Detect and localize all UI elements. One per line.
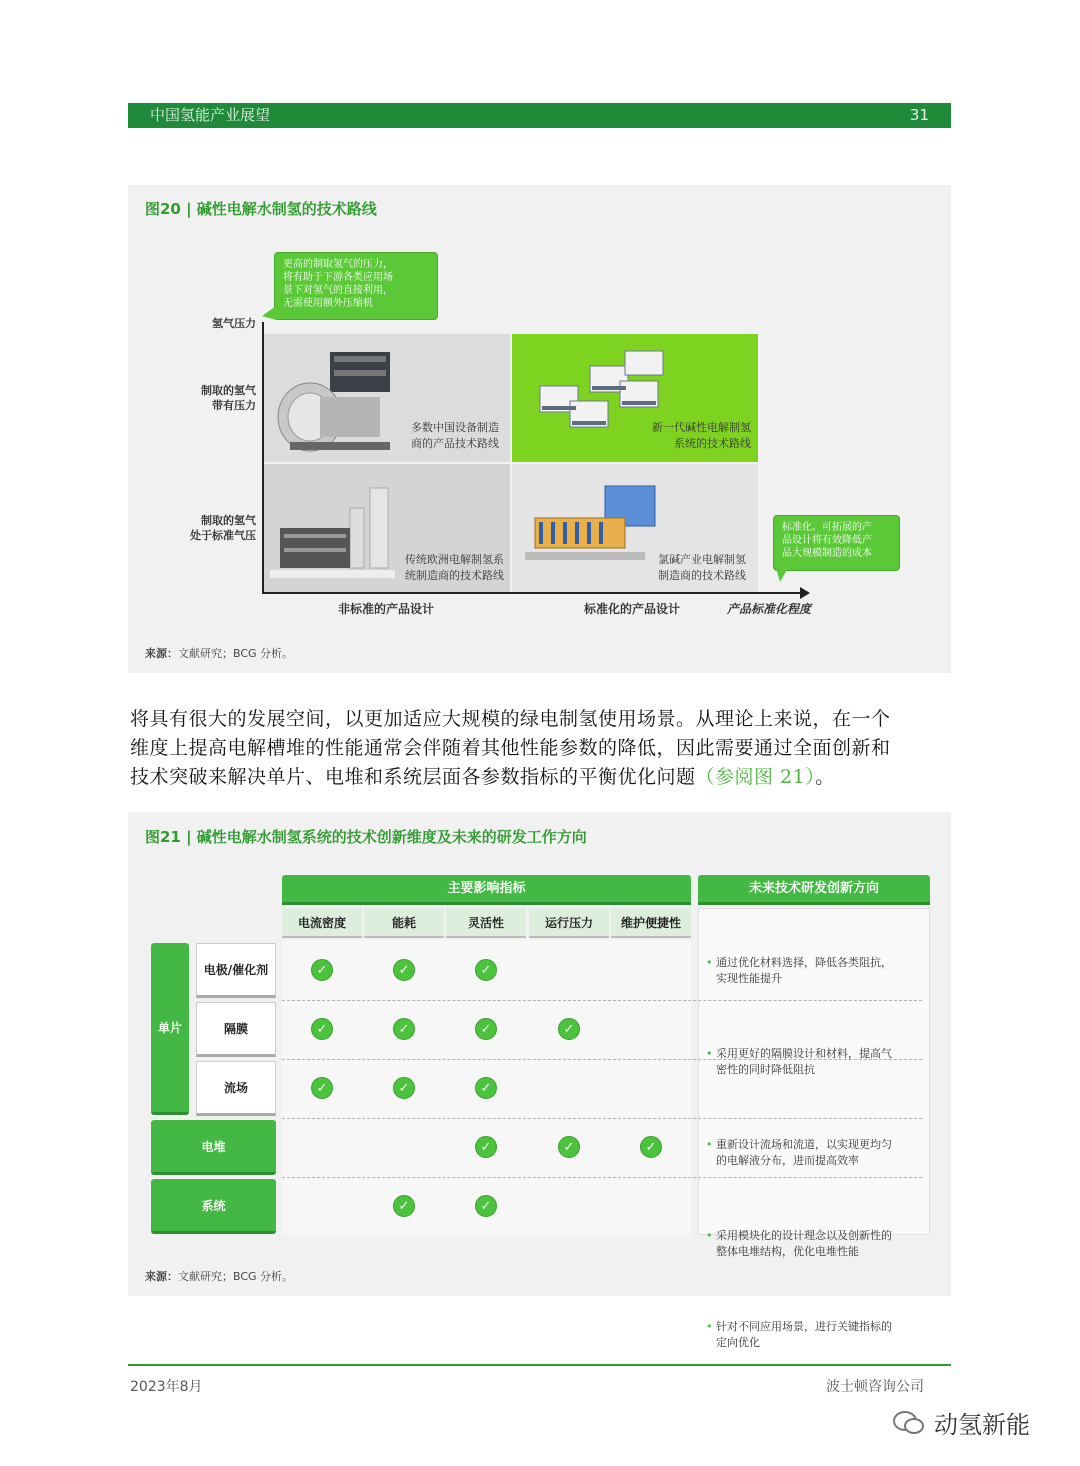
body-line-3: 技术突破来解决单片、电堆和系统层面各参数指标的平衡优化问题（参阅图 21）。 xyxy=(130,766,835,788)
watermark xyxy=(892,1405,1030,1440)
y-bottom-label: 制取的氢气 处于标准气压 xyxy=(190,514,256,542)
direction-system: • 针对不同应用场景，进行关键指标的 定向优化 xyxy=(704,1319,926,1351)
check-icon: ✓ xyxy=(393,1195,415,1217)
check-icon: ✓ xyxy=(311,959,333,981)
check-icon: ✓ xyxy=(393,1018,415,1040)
row-separator xyxy=(282,1177,922,1178)
figure-21-link[interactable]: （参阅图 21） xyxy=(695,766,816,788)
footer-company: 波士顿咨询公司 xyxy=(826,1379,924,1395)
row-separator xyxy=(282,1118,922,1119)
column-header: 维护便捷性 xyxy=(611,908,691,938)
page-number: 31 xyxy=(909,106,929,124)
source-text: 文献研究；BCG 分析。 xyxy=(178,647,294,660)
row-group-single-cell: 单片 xyxy=(151,943,189,1115)
check-icon: ✓ xyxy=(475,1136,497,1158)
x-right-label: 标准化的产品设计 xyxy=(584,602,681,616)
figure-20-source xyxy=(145,645,293,661)
y-axis-label: 氢气压力 xyxy=(212,317,256,330)
quadrant-top-right-text: 新一代碱性电解制氢 系统的技术路线 xyxy=(652,421,751,450)
report-title: 中国氢能产业展望 xyxy=(150,106,271,124)
source-label: 来源： xyxy=(145,647,178,660)
check-icon: ✓ xyxy=(558,1136,580,1158)
check-icon: ✓ xyxy=(475,1195,497,1217)
x-axis-line xyxy=(262,592,802,594)
quadrant-bottom-right-text: 氯碱产业电解制氢 制造商的技术路线 xyxy=(658,553,746,582)
check-icon: ✓ xyxy=(311,1077,333,1099)
source-text: 文献研究；BCG 分析。 xyxy=(178,1270,294,1283)
footer-rule xyxy=(128,1364,951,1366)
x-axis-label: 产品标准化程度 xyxy=(727,602,812,616)
pressure-callout: 更高的制取氢气的压力， 将有助于下游各类应用场 景下对氢气的直接利用， 无需使用额外压缩机 xyxy=(274,252,438,320)
check-icon: ✓ xyxy=(558,1018,580,1040)
body-paragraph xyxy=(130,705,952,792)
column-header: 灵活性 xyxy=(446,908,526,938)
future-direction-header: 未来技术研发创新方向 xyxy=(698,875,930,905)
figure-20-title: 图20 | 碱性电解水制氢的技术路线 xyxy=(145,200,377,218)
y-top-label: 制取的氢气 带有压力 xyxy=(201,384,256,412)
check-icon: ✓ xyxy=(393,1077,415,1099)
impact-indicators-header: 主要影响指标 xyxy=(282,875,691,905)
body-line-1: 将具有很大的发展空间，以更加适应大规模的绿电制氢使用场景。从理论上来说，在一个 xyxy=(130,708,891,730)
figure-21-source xyxy=(145,1268,293,1284)
column-header: 运行压力 xyxy=(529,908,609,938)
row-label-system: 系统 xyxy=(151,1179,276,1234)
quadrant-top-left-text: 多数中国设备制造 商的产品技术路线 xyxy=(411,421,499,450)
figure-21-title: 图21 | 碱性电解水制氢系统的技术创新维度及未来的研发工作方向 xyxy=(145,828,587,846)
watermark-text: 动氢新能 xyxy=(934,1411,1030,1439)
x-axis-arrow xyxy=(800,587,810,599)
page-header xyxy=(128,103,951,128)
footer-date: 2023年8月 xyxy=(130,1379,203,1395)
quadrant-bottom-left-text: 传统欧洲电解制氢系 统制造商的技术路线 xyxy=(405,553,504,582)
direction-stack: • 采用模块化的设计理念以及创新性的 整体电堆结构，优化电堆性能 xyxy=(704,1228,926,1260)
row-label-membrane: 隔膜 xyxy=(196,1002,276,1057)
check-icon: ✓ xyxy=(311,1018,333,1040)
row-label-stack: 电堆 xyxy=(151,1120,276,1175)
column-header: 电流密度 xyxy=(282,908,362,938)
wechat-icon xyxy=(892,1410,926,1436)
check-icon: ✓ xyxy=(475,959,497,981)
direction-membrane: • 采用更好的隔膜设计和材料，提高气 密性的同时降低阻抗 xyxy=(704,1046,926,1078)
source-label: 来源： xyxy=(145,1270,178,1283)
column-header: 能耗 xyxy=(364,908,444,938)
x-left-label: 非标准的产品设计 xyxy=(338,602,435,616)
callout-right-pointer xyxy=(776,568,788,582)
row-separator xyxy=(282,1000,922,1001)
check-icon: ✓ xyxy=(640,1136,662,1158)
check-icon: ✓ xyxy=(393,959,415,981)
standardization-callout: 标准化、可拓展的产 品设计将有效降低产 品大规模制造的成本 xyxy=(773,515,900,571)
direction-electrode: • 通过优化材料选择，降低各类阻抗， 实现性能提升 xyxy=(704,955,926,987)
check-icon: ✓ xyxy=(475,1018,497,1040)
row-label-flow-field: 流场 xyxy=(196,1061,276,1116)
check-icon: ✓ xyxy=(475,1077,497,1099)
row-label-electrode: 电极/催化剂 xyxy=(196,943,276,998)
body-line-2: 维度上提高电解槽堆的性能通常会伴随着其他性能参数的降低，因此需要通过全面创新和 xyxy=(130,737,891,759)
callout-pointer xyxy=(262,306,276,320)
direction-flow-field: • 重新设计流场和流道，以实现更均匀 的电解液分布，进而提高效率 xyxy=(704,1137,926,1169)
